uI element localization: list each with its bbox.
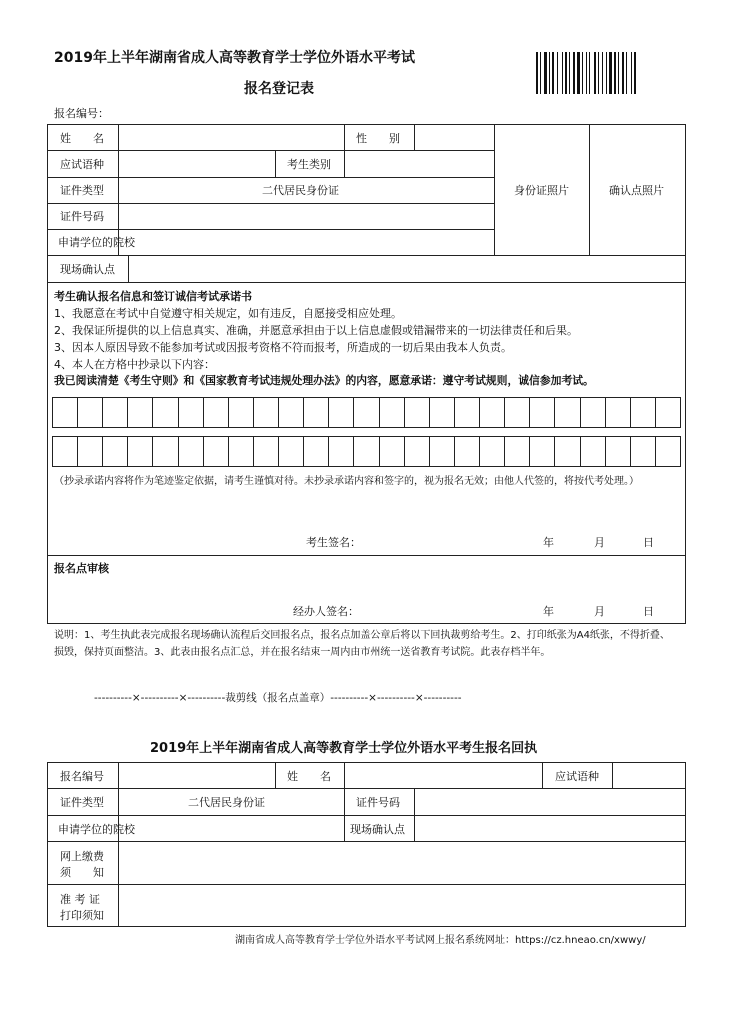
copy-grid-cell[interactable]	[77, 436, 103, 467]
id-no-field[interactable]	[120, 205, 492, 227]
copy-grid-cell[interactable]	[253, 397, 279, 428]
copy-grid-cell[interactable]	[228, 397, 254, 428]
pledge-item-1: 1、我愿意在考试中自觉遵守相关规定，如有违反，自愿接受相应处理。	[54, 307, 402, 320]
copy-grid-cell[interactable]	[127, 397, 153, 428]
copy-grid-cell[interactable]	[605, 436, 631, 467]
pledge-note: （抄录承诺内容将作为笔迹鉴定依据，请考生谨慎对待。未抄录承诺内容和签字的，视为报名无效；由他人代签的，将按代考处理。）	[54, 476, 639, 487]
copy-grid-row-1[interactable]	[52, 397, 680, 428]
barcode-icon	[536, 52, 682, 94]
candidate-sign-label: 考生签名：	[306, 536, 361, 549]
school-field[interactable]	[120, 231, 492, 253]
receipt-id-type-value: 二代居民身份证	[188, 796, 265, 809]
copy-grid-cell[interactable]	[353, 397, 379, 428]
copy-grid-cell[interactable]	[529, 436, 555, 467]
id-type-value: 二代居民身份证	[262, 184, 339, 197]
copy-grid-cell[interactable]	[52, 436, 78, 467]
copy-grid-cell[interactable]	[429, 436, 455, 467]
copy-grid-cell[interactable]	[529, 397, 555, 428]
copy-grid-cell[interactable]	[152, 436, 178, 467]
copy-grid-cell[interactable]	[328, 436, 354, 467]
name-label: 姓 名	[60, 132, 104, 145]
receipt-id-type-label: 证件类型	[60, 796, 104, 809]
receipt-payment-label-1: 网上缴费	[60, 850, 104, 863]
gender-field[interactable]	[416, 126, 492, 149]
copy-grid-cell[interactable]	[379, 436, 405, 467]
pledge-item-2: 2、我保证所提供的以上信息真实、准确，并愿意承担由于以上信息虚假或错漏带来的一切法律责任和后果。	[54, 324, 578, 337]
copy-grid-cell[interactable]	[228, 436, 254, 467]
receipt-payment-label-2: 须 知	[60, 866, 104, 879]
copy-grid-cell[interactable]	[379, 397, 405, 428]
form-subtitle: 报名登记表	[244, 81, 314, 97]
copy-grid-cell[interactable]	[605, 397, 631, 428]
copy-grid-cell[interactable]	[630, 397, 656, 428]
copy-grid-cell[interactable]	[404, 397, 430, 428]
copy-grid-cell[interactable]	[580, 397, 606, 428]
sign-day: 日	[643, 536, 654, 549]
copy-grid-cell[interactable]	[655, 397, 681, 428]
candidate-sign-field[interactable]	[362, 530, 532, 548]
officer-sign-field[interactable]	[362, 599, 532, 617]
copy-grid-cell[interactable]	[178, 436, 204, 467]
pledge-item-4: 4、本人在方格中抄录以下内容：	[54, 358, 215, 371]
receipt-print-label-1: 准 考 证	[60, 893, 100, 906]
page-title: 2019年上半年湖南省成人高等教育学士学位外语水平考试	[54, 50, 415, 66]
officer-sign-label: 经办人签名：	[293, 605, 359, 618]
copy-grid-cell[interactable]	[479, 436, 505, 467]
cut-line: ----------×----------×----------裁剪线（报名点盖章）----------×----------×----------	[94, 692, 462, 704]
copy-grid-row-2[interactable]	[52, 436, 680, 467]
receipt-print-label-2: 打印须知	[60, 909, 104, 922]
receipt-school-label: 申请学位的院校	[58, 823, 135, 836]
copy-grid-cell[interactable]	[303, 436, 329, 467]
name-field[interactable]	[120, 126, 342, 149]
copy-grid-cell[interactable]	[504, 436, 530, 467]
pledge-heading: 考生确认报名信息和签订诚信考试承诺书	[54, 290, 252, 303]
copy-grid-cell[interactable]	[580, 436, 606, 467]
copy-grid-cell[interactable]	[152, 397, 178, 428]
confirm-photo-label: 确认点照片	[609, 184, 664, 197]
receipt-confirm-point-label: 现场确认点	[350, 823, 405, 836]
gender-label: 性 别	[356, 132, 400, 145]
review-day: 日	[643, 605, 654, 618]
receipt-reg-no-label: 报名编号	[60, 770, 104, 783]
copy-grid-cell[interactable]	[404, 436, 430, 467]
footnote: 说明：1、考生执此表完成报名现场确认流程后交回报名点，报名点加盖公章后将以下回执裁剪给考生。2、打印纸张为A4纸张，不得折叠、损毁，保持页面整洁。3、此表由报名点汇总，并在报名结束一周内由市州统一送省教育考试院。此表存档半年。	[54, 630, 670, 658]
pledge-statement: 我已阅读清楚《考生守则》和《国家教育考试违规处理办法》的内容，愿意承诺：遵守考试规则，诚信参加考试。	[54, 374, 594, 387]
copy-grid-cell[interactable]	[253, 436, 279, 467]
copy-grid-cell[interactable]	[203, 397, 229, 428]
copy-grid-cell[interactable]	[278, 397, 304, 428]
sign-year: 年	[543, 536, 554, 549]
language-field[interactable]	[120, 152, 273, 175]
school-label: 申请学位的院校	[58, 236, 135, 249]
copy-grid-cell[interactable]	[52, 397, 78, 428]
id-no-label: 证件号码	[60, 210, 104, 223]
copy-grid-cell[interactable]	[479, 397, 505, 428]
review-heading: 报名点审核	[54, 562, 109, 575]
copy-grid-cell[interactable]	[454, 397, 480, 428]
copy-grid-cell[interactable]	[328, 397, 354, 428]
review-year: 年	[543, 605, 554, 618]
review-month: 月	[594, 605, 605, 618]
receipt-id-no-label: 证件号码	[356, 796, 400, 809]
language-label: 应试语种	[60, 158, 104, 171]
copy-grid-cell[interactable]	[303, 397, 329, 428]
copy-grid-cell[interactable]	[353, 436, 379, 467]
copy-grid-cell[interactable]	[203, 436, 229, 467]
copy-grid-cell[interactable]	[102, 436, 128, 467]
receipt-title: 2019年上半年湖南省成人高等教育学士学位外语水平考生报名回执	[150, 741, 538, 756]
confirm-point-field[interactable]	[130, 257, 683, 280]
receipt-name-label: 姓 名	[287, 770, 331, 783]
category-label: 考生类别	[287, 158, 331, 171]
copy-grid-cell[interactable]	[554, 436, 580, 467]
category-field[interactable]	[346, 152, 492, 175]
copy-grid-cell[interactable]	[429, 397, 455, 428]
reg-no-label: 报名编号：	[54, 107, 109, 120]
copy-grid-cell[interactable]	[127, 436, 153, 467]
copy-grid-cell[interactable]	[278, 436, 304, 467]
copy-grid-cell[interactable]	[77, 397, 103, 428]
footer-url: 湖南省成人高等教育学士学位外语水平考试网上报名系统网址：https://cz.hneao.cn/xwwy/	[235, 935, 646, 946]
copy-grid-cell[interactable]	[178, 397, 204, 428]
receipt-language-label: 应试语种	[555, 770, 599, 783]
copy-grid-cell[interactable]	[630, 436, 656, 467]
pledge-item-3: 3、因本人原因导致不能参加考试或因报考资格不符而报考，所造成的一切后果由我本人负责。	[54, 341, 512, 354]
copy-grid-cell[interactable]	[102, 397, 128, 428]
copy-grid-cell[interactable]	[554, 397, 580, 428]
copy-grid-cell[interactable]	[504, 397, 530, 428]
id-photo-label: 身份证照片	[514, 184, 569, 197]
id-type-label: 证件类型	[60, 184, 104, 197]
copy-grid-cell[interactable]	[454, 436, 480, 467]
copy-grid-cell[interactable]	[655, 436, 681, 467]
sign-month: 月	[594, 536, 605, 549]
confirm-point-label: 现场确认点	[60, 263, 115, 276]
